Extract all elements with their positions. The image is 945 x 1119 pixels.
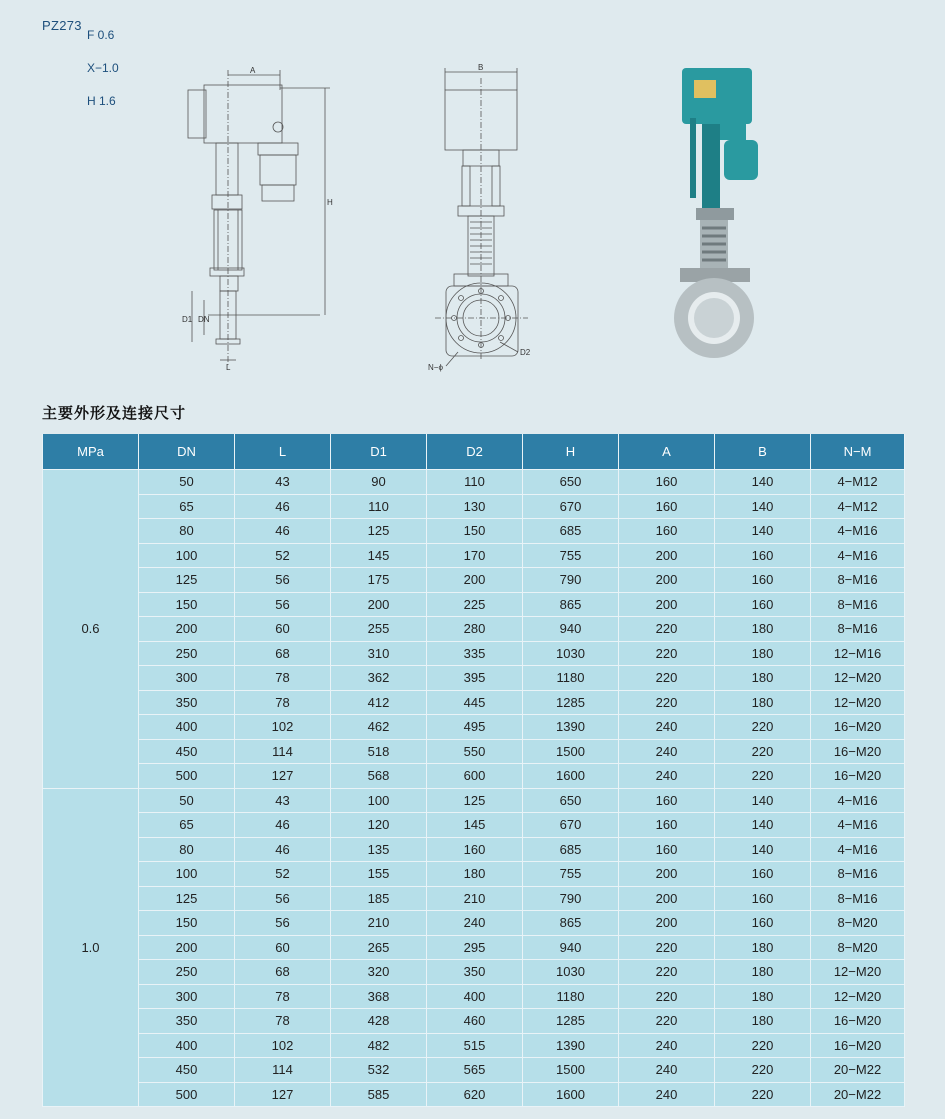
table-cell: 180	[715, 641, 811, 666]
table-cell: 650	[523, 788, 619, 813]
table-cell: 110	[427, 470, 523, 495]
table-cell: 160	[619, 519, 715, 544]
table-cell: 4−M12	[811, 470, 905, 495]
table-cell: 4−M16	[811, 837, 905, 862]
section-title: 主要外形及连接尺寸	[42, 405, 187, 422]
column-header: MPa	[43, 434, 139, 470]
table-cell: 175	[331, 568, 427, 593]
table-cell: 200	[427, 568, 523, 593]
table-cell: 100	[331, 788, 427, 813]
dim-label-n: N−ϕ	[428, 363, 443, 372]
model-variant: X−1.0	[87, 61, 119, 75]
table-cell: 462	[331, 715, 427, 740]
table-cell: 140	[715, 788, 811, 813]
table-cell: 240	[619, 1058, 715, 1083]
table-cell: 350	[427, 960, 523, 985]
table-cell: 362	[331, 666, 427, 691]
table-cell: 300	[139, 984, 235, 1009]
valve-drawings	[180, 60, 550, 380]
table-cell: 180	[715, 617, 811, 642]
column-header: H	[523, 434, 619, 470]
table-cell: 310	[331, 641, 427, 666]
table-row	[43, 813, 905, 838]
table-cell: 90	[331, 470, 427, 495]
table-row	[43, 886, 905, 911]
table-row	[43, 1009, 905, 1034]
table-row	[43, 935, 905, 960]
table-cell: 240	[619, 764, 715, 789]
table-cell: 515	[427, 1033, 523, 1058]
table-cell: 140	[715, 837, 811, 862]
table-cell: 160	[619, 470, 715, 495]
table-row	[43, 1033, 905, 1058]
table-row	[43, 911, 905, 936]
table-cell: 180	[715, 666, 811, 691]
table-cell: 200	[139, 617, 235, 642]
valve-photo	[662, 58, 772, 363]
table-cell: 8−M20	[811, 935, 905, 960]
column-header: D2	[427, 434, 523, 470]
table-cell: 130	[427, 494, 523, 519]
table-cell: 185	[331, 886, 427, 911]
model-variant: H 1.6	[87, 94, 116, 108]
table-cell: 220	[619, 960, 715, 985]
table-cell: 65	[139, 494, 235, 519]
table-cell: 790	[523, 886, 619, 911]
table-header-row	[43, 434, 905, 470]
table-cell: 150	[427, 519, 523, 544]
table-cell: 16−M20	[811, 715, 905, 740]
table-cell: 220	[619, 935, 715, 960]
table-cell: 350	[139, 690, 235, 715]
table-cell: 4−M16	[811, 543, 905, 568]
table-cell: 16−M20	[811, 764, 905, 789]
table-cell: 940	[523, 935, 619, 960]
table-cell: 200	[619, 862, 715, 887]
table-cell: 120	[331, 813, 427, 838]
table-cell: 180	[715, 690, 811, 715]
table-cell: 160	[715, 911, 811, 936]
table-cell: 1600	[523, 764, 619, 789]
column-header: DN	[139, 434, 235, 470]
table-cell: 1285	[523, 690, 619, 715]
table-row	[43, 739, 905, 764]
table-row	[43, 862, 905, 887]
table-cell: 140	[715, 494, 811, 519]
table-cell: 60	[235, 617, 331, 642]
table-cell: 56	[235, 886, 331, 911]
table-row	[43, 960, 905, 985]
table-cell: 450	[139, 1058, 235, 1083]
table-cell: 250	[139, 641, 235, 666]
table-cell: 4−M16	[811, 519, 905, 544]
table-cell: 240	[619, 739, 715, 764]
table-cell: 1390	[523, 715, 619, 740]
table-cell: 180	[715, 935, 811, 960]
table-cell: 670	[523, 494, 619, 519]
table-cell: 225	[427, 592, 523, 617]
table-cell: 12−M20	[811, 960, 905, 985]
table-cell: 445	[427, 690, 523, 715]
table-cell: 565	[427, 1058, 523, 1083]
table-cell: 500	[139, 1082, 235, 1107]
table-row	[43, 764, 905, 789]
table-cell: 160	[715, 543, 811, 568]
table-cell: 100	[139, 862, 235, 887]
table-cell: 52	[235, 862, 331, 887]
table-cell: 8−M16	[811, 592, 905, 617]
table-cell: 265	[331, 935, 427, 960]
table-cell: 78	[235, 1009, 331, 1034]
table-cell: 160	[715, 568, 811, 593]
model-variants	[87, 8, 119, 129]
table-cell: 68	[235, 960, 331, 985]
table-cell: 1180	[523, 984, 619, 1009]
table-cell: 114	[235, 1058, 331, 1083]
table-cell: 220	[715, 739, 811, 764]
table-cell: 50	[139, 470, 235, 495]
table-cell: 160	[619, 813, 715, 838]
table-cell: 200	[139, 935, 235, 960]
table-cell: 180	[715, 1009, 811, 1034]
table-cell: 400	[139, 1033, 235, 1058]
table-cell: 56	[235, 911, 331, 936]
dim-label-a: A	[250, 66, 256, 75]
table-row	[43, 715, 905, 740]
table-cell: 50	[139, 788, 235, 813]
table-row	[43, 568, 905, 593]
table-body	[43, 470, 905, 1107]
table-cell: 200	[619, 568, 715, 593]
table-cell: 400	[139, 715, 235, 740]
table-cell: 220	[715, 1082, 811, 1107]
table-cell: 125	[331, 519, 427, 544]
table-cell: 180	[427, 862, 523, 887]
table-cell: 685	[523, 519, 619, 544]
table-cell: 150	[139, 911, 235, 936]
table-cell: 495	[427, 715, 523, 740]
table-cell: 400	[427, 984, 523, 1009]
table-cell: 20−M22	[811, 1082, 905, 1107]
table-cell: 200	[619, 911, 715, 936]
table-cell: 250	[139, 960, 235, 985]
table-cell: 160	[427, 837, 523, 862]
table-cell: 790	[523, 568, 619, 593]
table-cell: 220	[619, 1009, 715, 1034]
table-cell: 865	[523, 592, 619, 617]
table-cell: 335	[427, 641, 523, 666]
table-cell: 160	[715, 886, 811, 911]
table-cell: 127	[235, 1082, 331, 1107]
table-cell: 220	[715, 764, 811, 789]
column-header: A	[619, 434, 715, 470]
table-cell: 670	[523, 813, 619, 838]
table-cell: 160	[619, 788, 715, 813]
table-cell: 140	[715, 813, 811, 838]
table-cell: 412	[331, 690, 427, 715]
table-cell: 755	[523, 543, 619, 568]
table-cell: 1285	[523, 1009, 619, 1034]
column-header: B	[715, 434, 811, 470]
table-cell: 240	[619, 715, 715, 740]
pressure-cell: 1.0	[43, 788, 139, 1107]
table-cell: 620	[427, 1082, 523, 1107]
table-cell: 1390	[523, 1033, 619, 1058]
table-cell: 240	[427, 911, 523, 936]
table-cell: 8−M20	[811, 911, 905, 936]
table-cell: 220	[619, 690, 715, 715]
table-cell: 220	[619, 666, 715, 691]
table-cell: 160	[619, 837, 715, 862]
table-cell: 12−M16	[811, 641, 905, 666]
table-cell: 135	[331, 837, 427, 862]
table-cell: 320	[331, 960, 427, 985]
pressure-cell: 0.6	[43, 470, 139, 789]
table-cell: 428	[331, 1009, 427, 1034]
table-cell: 4−M16	[811, 788, 905, 813]
table-cell: 12−M20	[811, 984, 905, 1009]
table-cell: 8−M16	[811, 617, 905, 642]
table-cell: 200	[331, 592, 427, 617]
table-cell: 80	[139, 519, 235, 544]
table-cell: 210	[331, 911, 427, 936]
table-cell: 60	[235, 935, 331, 960]
table-cell: 140	[715, 519, 811, 544]
table-cell: 160	[619, 494, 715, 519]
table-cell: 102	[235, 715, 331, 740]
table-cell: 650	[523, 470, 619, 495]
table-cell: 78	[235, 666, 331, 691]
table-cell: 1500	[523, 739, 619, 764]
table-row	[43, 470, 905, 495]
table-cell: 350	[139, 1009, 235, 1034]
table-cell: 1500	[523, 1058, 619, 1083]
table-row	[43, 617, 905, 642]
table-cell: 532	[331, 1058, 427, 1083]
table-cell: 100	[139, 543, 235, 568]
table-cell: 550	[427, 739, 523, 764]
table-cell: 940	[523, 617, 619, 642]
table-cell: 127	[235, 764, 331, 789]
table-cell: 16−M20	[811, 1009, 905, 1034]
table-cell: 20−M22	[811, 1058, 905, 1083]
table-cell: 16−M20	[811, 1033, 905, 1058]
table-cell: 220	[715, 715, 811, 740]
model-base: PZ273	[42, 18, 82, 33]
table-cell: 180	[715, 960, 811, 985]
table-row	[43, 592, 905, 617]
table-cell: 368	[331, 984, 427, 1009]
table-cell: 4−M16	[811, 813, 905, 838]
table-cell: 46	[235, 519, 331, 544]
dim-label-d1: D1	[182, 315, 193, 324]
table-cell: 220	[619, 984, 715, 1009]
table-cell: 46	[235, 813, 331, 838]
table-cell: 4−M12	[811, 494, 905, 519]
front-view-drawing	[435, 68, 528, 366]
table-cell: 170	[427, 543, 523, 568]
table-cell: 220	[619, 617, 715, 642]
table-cell: 865	[523, 911, 619, 936]
table-cell: 78	[235, 690, 331, 715]
table-cell: 1600	[523, 1082, 619, 1107]
table-row	[43, 494, 905, 519]
table-cell: 145	[427, 813, 523, 838]
table-cell: 12−M20	[811, 690, 905, 715]
table-cell: 145	[331, 543, 427, 568]
table-cell: 68	[235, 641, 331, 666]
table-cell: 110	[331, 494, 427, 519]
table-cell: 240	[619, 1033, 715, 1058]
table-cell: 482	[331, 1033, 427, 1058]
table-cell: 200	[619, 886, 715, 911]
table-cell: 155	[331, 862, 427, 887]
table-cell: 160	[715, 592, 811, 617]
dim-label-b: B	[478, 63, 484, 72]
table-cell: 80	[139, 837, 235, 862]
model-variant: F 0.6	[87, 28, 115, 42]
table-cell: 200	[619, 592, 715, 617]
table-cell: 755	[523, 862, 619, 887]
table-cell: 280	[427, 617, 523, 642]
table-cell: 125	[139, 886, 235, 911]
column-header: N−M	[811, 434, 905, 470]
dim-label-dn: DN	[198, 315, 210, 324]
table-cell: 220	[619, 641, 715, 666]
table-cell: 600	[427, 764, 523, 789]
table-cell: 500	[139, 764, 235, 789]
table-cell: 160	[715, 862, 811, 887]
table-cell: 43	[235, 788, 331, 813]
table-cell: 200	[619, 543, 715, 568]
column-header: D1	[331, 434, 427, 470]
table-row	[43, 984, 905, 1009]
table-cell: 685	[523, 837, 619, 862]
table-cell: 1030	[523, 641, 619, 666]
table-cell: 8−M16	[811, 862, 905, 887]
column-header: L	[235, 434, 331, 470]
table-row	[43, 1082, 905, 1107]
table-cell: 450	[139, 739, 235, 764]
table-cell: 295	[427, 935, 523, 960]
dim-label-h: H	[327, 198, 333, 207]
table-cell: 140	[715, 470, 811, 495]
table-cell: 585	[331, 1082, 427, 1107]
table-cell: 46	[235, 837, 331, 862]
dimension-table	[42, 434, 905, 1107]
table-cell: 8−M16	[811, 886, 905, 911]
table-row	[43, 666, 905, 691]
dim-label-d2: D2	[520, 348, 531, 357]
table-cell: 8−M16	[811, 568, 905, 593]
table-cell: 56	[235, 568, 331, 593]
table-cell: 240	[619, 1082, 715, 1107]
table-cell: 220	[715, 1033, 811, 1058]
table-row	[43, 641, 905, 666]
table-row	[43, 543, 905, 568]
table-cell: 12−M20	[811, 666, 905, 691]
table-cell: 568	[331, 764, 427, 789]
table-cell: 65	[139, 813, 235, 838]
table-cell: 210	[427, 886, 523, 911]
table-cell: 460	[427, 1009, 523, 1034]
table-cell: 395	[427, 666, 523, 691]
table-cell: 518	[331, 739, 427, 764]
table-cell: 150	[139, 592, 235, 617]
dim-label-l: L	[226, 363, 231, 372]
table-cell: 1180	[523, 666, 619, 691]
table-cell: 300	[139, 666, 235, 691]
table-cell: 46	[235, 494, 331, 519]
table-cell: 102	[235, 1033, 331, 1058]
table-cell: 125	[427, 788, 523, 813]
table-cell: 52	[235, 543, 331, 568]
table-cell: 220	[715, 1058, 811, 1083]
table-cell: 43	[235, 470, 331, 495]
table-cell: 180	[715, 984, 811, 1009]
table-cell: 114	[235, 739, 331, 764]
table-cell: 16−M20	[811, 739, 905, 764]
table-row	[43, 690, 905, 715]
table-row	[43, 1058, 905, 1083]
table-row	[43, 837, 905, 862]
table-cell: 78	[235, 984, 331, 1009]
table-cell: 1030	[523, 960, 619, 985]
table-cell: 56	[235, 592, 331, 617]
table-row	[43, 788, 905, 813]
table-cell: 255	[331, 617, 427, 642]
table-row	[43, 519, 905, 544]
table-cell: 125	[139, 568, 235, 593]
